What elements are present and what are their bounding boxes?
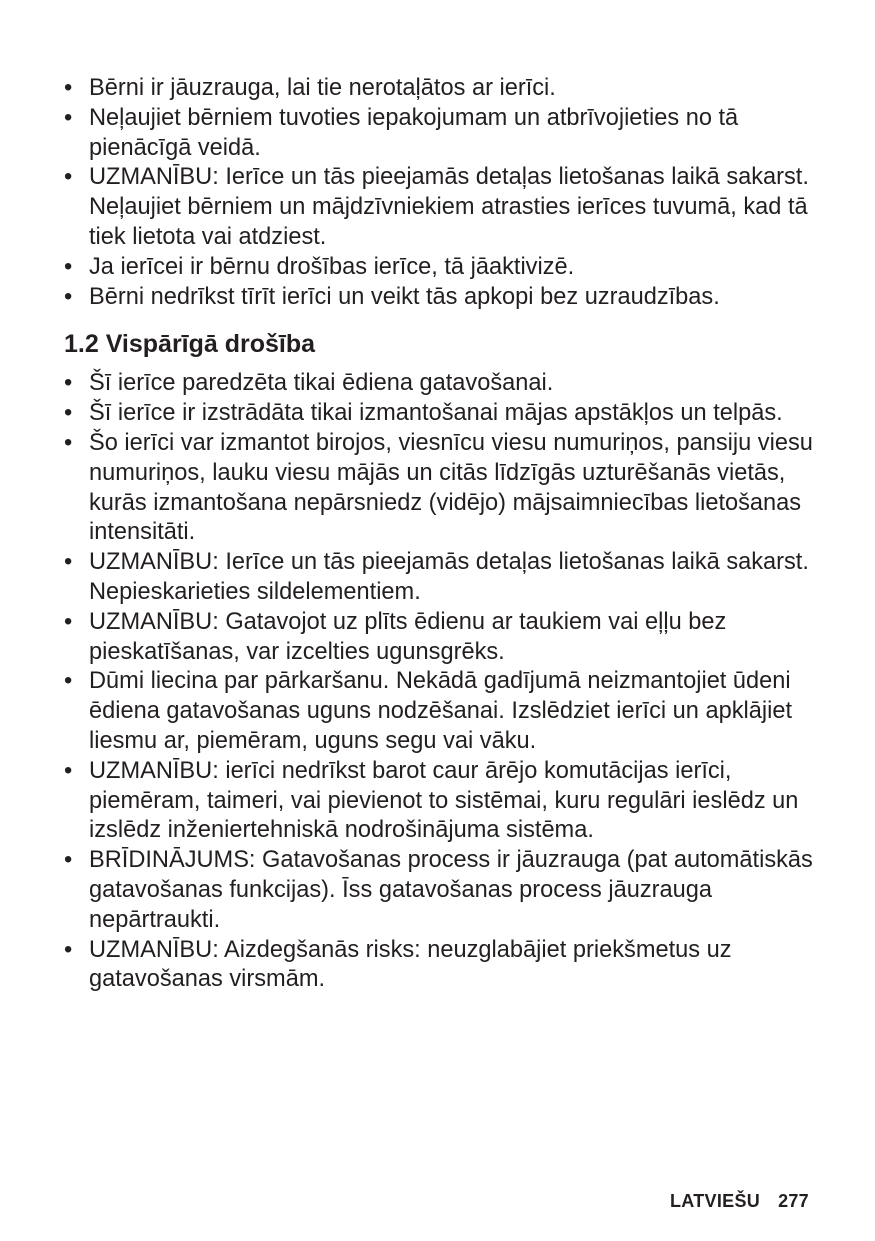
list-item: • Bērni ir jāuzrauga, lai tie nerotaļātos ar ierīci. bbox=[64, 74, 824, 104]
list-item: • Šī ierīce ir izstrādāta tikai izmantošanai mājas apstākļos un telpās. bbox=[64, 399, 824, 429]
list-item: • Šī ierīce paredzēta tikai ēdiena gatavošanai. bbox=[64, 369, 824, 399]
list-item: • Dūmi liecina par pārkaršanu. Nekādā gadījumā neizmantojiet ūdeni ēdiena gatavošanas uguns nodzēšanai. Izslēdziet ierīci un apklājiet liesmu ar, piemēram, uguns segu vai vāku. bbox=[64, 667, 824, 756]
page-number: 277 bbox=[778, 1191, 809, 1211]
page-footer bbox=[670, 1191, 809, 1212]
section-heading: 1.2 Vispārīgā drošība bbox=[64, 330, 316, 359]
list-item: • Ja ierīcei ir bērnu drošības ierīce, tā jāaktivizē. bbox=[64, 253, 824, 283]
list-item: • Bērni nedrīkst tīrīt ierīci un veikt tās apkopi bez uzraudzības. bbox=[64, 283, 824, 313]
list-item: • UZMANĪBU: Gatavojot uz plīts ēdienu ar taukiem vai eļļu bez pieskatīšanas, var izcelties ugunsgrēks. bbox=[64, 608, 824, 668]
list-item: • Neļaujiet bērniem tuvoties iepakojumam un atbrīvojieties no tā pienācīgā veidā. bbox=[64, 104, 824, 164]
general-safety-list bbox=[64, 369, 824, 995]
intro-safety-list bbox=[64, 74, 824, 312]
list-item: • UZMANĪBU: Ierīce un tās pieejamās detaļas lietošanas laikā sakarst. Nepieskarieties sildelementiem. bbox=[64, 548, 824, 608]
list-item: • UZMANĪBU: ierīci nedrīkst barot caur ārējo komutācijas ierīci, piemēram, taimeri, vai pievienot to sistēmai, kuru regulāri ieslēdz un izslēdz inženiertehniskā nodrošinājuma sistēma. bbox=[64, 757, 824, 846]
page-content bbox=[64, 74, 824, 995]
list-item: • UZMANĪBU: Aizdegšanās risks: neuzglabājiet priekšmetus uz gatavošanas virsmām. bbox=[64, 936, 824, 996]
footer-language: LATVIEŠU bbox=[669, 1191, 761, 1211]
list-item: • UZMANĪBU: Ierīce un tās pieejamās detaļas lietošanas laikā sakarst. Neļaujiet bērniem un mājdzīvniekiem atrasties ierīces tuvumā, kad tā tiek lietota vai atdziest. bbox=[64, 163, 824, 252]
list-item: • BRĪDINĀJUMS: Gatavošanas process ir jāuzrauga (pat automātiskās gatavošanas funkcijas). Īss gatavošanas process jāuzrauga nepārtraukti. bbox=[64, 846, 824, 935]
list-item: • Šo ierīci var izmantot birojos, viesnīcu viesu numuriņos, pansiju viesu numuriņos, lauku viesu mājās un citās līdzīgās uzturēšanās vietās, kurās izmantošana nepārsniedz (vidējo) mājsaimniecības lietošanas intensitāti. bbox=[64, 429, 824, 548]
